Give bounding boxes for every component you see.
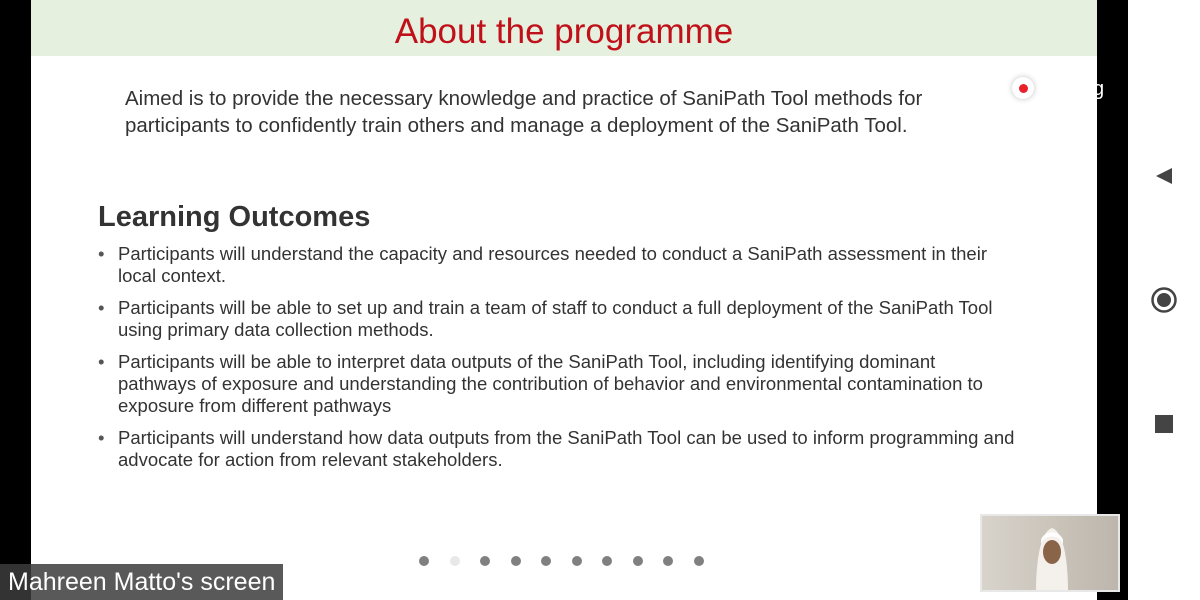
slide-page-dot[interactable] — [602, 556, 612, 566]
recents-square-icon — [1155, 415, 1173, 433]
list-item — [98, 351, 1018, 417]
bullet-icon: • — [98, 351, 105, 372]
android-navigation-bar — [1128, 0, 1200, 600]
outcome-text: Participants will be able to interpret data outputs of the SaniPath Tool, including identifying dominant pathways of exposure and understanding the contribution of behavior and environmental contamination to exposure from different pathways — [118, 351, 983, 416]
slide-page-dot[interactable] — [572, 556, 582, 566]
list-item — [98, 297, 1018, 341]
recording-dot-icon — [1019, 84, 1028, 93]
bullet-icon: • — [98, 427, 105, 448]
recents-button[interactable] — [1150, 410, 1178, 438]
list-item — [98, 427, 1018, 471]
recording-indicator[interactable] — [1012, 77, 1034, 99]
back-button[interactable] — [1150, 162, 1178, 190]
bullet-icon: • — [98, 297, 105, 318]
slide-page-dot[interactable] — [419, 556, 429, 566]
slide-title: About the programme — [394, 12, 734, 51]
slide-page-dot[interactable] — [541, 556, 551, 566]
back-triangle-icon — [1154, 166, 1174, 186]
learning-outcomes-list — [98, 243, 1018, 481]
overlay-text-fragment: g — [1093, 78, 1105, 100]
home-button[interactable] — [1150, 286, 1178, 314]
learning-outcomes-heading: Learning Outcomes — [98, 201, 371, 233]
slide-pagination-dots — [419, 556, 704, 568]
slide-page-dot[interactable] — [511, 556, 521, 566]
outcome-text: Participants will understand how data outputs from the SaniPath Tool can be used to inform programming and advocate for action from relevant stakeholders. — [118, 427, 1015, 470]
webcam-thumbnail[interactable] — [980, 514, 1120, 592]
left-gutter — [0, 0, 31, 600]
home-circle-icon — [1150, 286, 1178, 314]
intro-paragraph: Aimed is to provide the necessary knowledge and practice of SaniPath Tool methods for participants to confidently train others and manage a deployment of the SaniPath Tool. — [125, 87, 923, 137]
outcome-text: Participants will understand the capacity and resources needed to conduct a SaniPath assessment in their local context. — [118, 243, 987, 286]
screen-share-label: Mahreen Matto's screen — [0, 564, 283, 600]
slide-page-dot[interactable] — [450, 556, 460, 566]
list-item — [98, 243, 1018, 287]
outcome-text: Participants will be able to set up and train a team of staff to conduct a full deployment of the SaniPath Tool using primary data collection methods. — [118, 297, 993, 340]
presentation-slide — [31, 0, 1097, 600]
slide-page-dot[interactable] — [694, 556, 704, 566]
slide-page-dot[interactable] — [480, 556, 490, 566]
presenter-avatar — [1030, 522, 1074, 592]
slide-page-dot[interactable] — [663, 556, 673, 566]
slide-page-dot[interactable] — [633, 556, 643, 566]
bullet-icon: • — [98, 243, 105, 264]
